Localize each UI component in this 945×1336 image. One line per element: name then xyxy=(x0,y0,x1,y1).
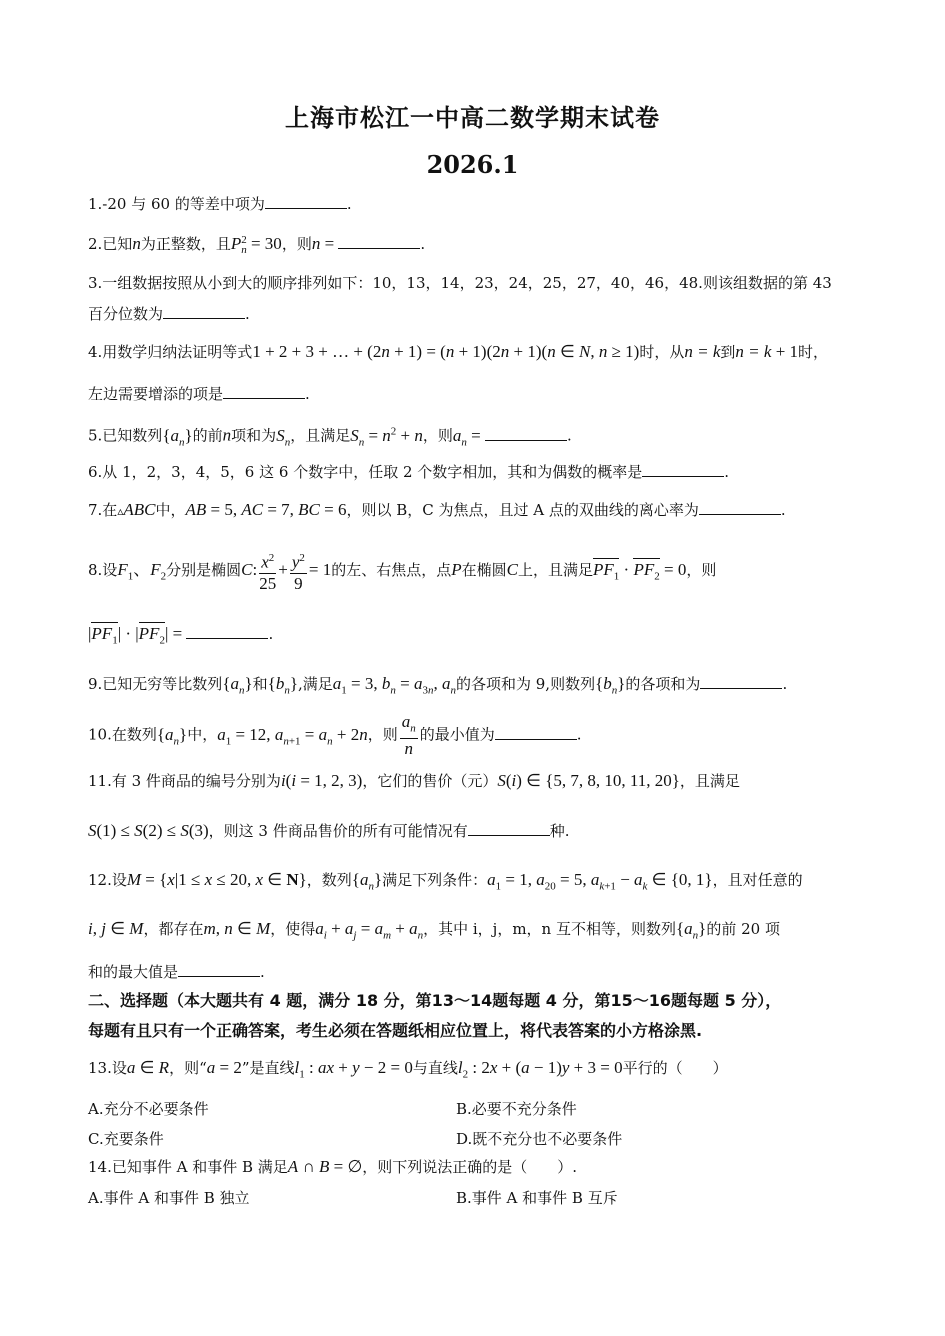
question-text: ，且对任意的 xyxy=(712,871,803,889)
question-text: ，则 xyxy=(686,560,717,579)
answer-blank[interactable] xyxy=(178,960,260,977)
question-text: 百分位数为 xyxy=(88,305,164,323)
question-3-cont: 百分位数为 . xyxy=(88,302,250,325)
question-text: 1.-20 与 60 的等差中项为 xyxy=(88,195,265,213)
question-text: 8.设 xyxy=(88,560,118,579)
option-d[interactable]: D.既不充分也不必要条件 xyxy=(456,1130,623,1148)
question-text: 中， xyxy=(155,501,186,519)
question-text: 5.已知数列 xyxy=(88,426,163,445)
option-a[interactable]: A.事件 A 和事件 B 独立 xyxy=(88,1189,250,1207)
fraction: $\frac{y^2}{9}$ xyxy=(290,548,307,594)
question-text: 时，从 xyxy=(639,343,685,361)
question-text: 的各项和为 9,则数列 xyxy=(455,675,596,693)
question-6: 6.从 1，2，3，4，5，6 这 6 个数字中，任取 2 个数字相加，其和为偶数的概率是 . xyxy=(88,460,729,483)
question-text: ，都存在 xyxy=(143,920,204,938)
question-text: 的最小值为 xyxy=(419,725,495,744)
question-text: 9.已知无穷等比数列 xyxy=(88,675,223,693)
question-9: 9.已知无穷等比数列$\{a_n\}$和$\{b_n\}$,满足$a_1 = 3$, $b_n = a_{3n}$, $a_n$的各项和为 9,则数列$\{b_n\}$的各项和为 . xyxy=(88,674,788,697)
answer-blank[interactable] xyxy=(468,819,550,836)
fraction: $\frac{a_n}{n}$ xyxy=(401,712,416,759)
question-text: ，且满足 xyxy=(679,772,740,790)
exam-date: 2026.1 xyxy=(426,150,519,179)
question-12-cont: i, j ∈ M，都存在m, n ∈ M，使得$a_i + a_j = a_m + a_n$，其中 i，j，m，n 互不相等，则数列$\{a_n\}$的前 20 项 xyxy=(88,919,780,942)
question-text: 项和为 xyxy=(231,426,277,445)
question-text: 7.在 xyxy=(88,501,118,519)
question-text: 上，且满足 xyxy=(517,560,593,579)
question-text: 时， xyxy=(798,343,829,361)
question-11: 11.有 3 件商品的编号分别为i(i = 1, 2, 3)，它们的售价（元）S(i) ∈ {5, 7, 8, 10, 11, 20}，且满足 xyxy=(88,771,740,790)
question-text: ，则这 3 件商品售价的所有可能情况有 xyxy=(208,822,468,840)
question-14: 14.已知事件 A 和事件 B 满足A ∩ B = ∅，则下列说法正确的是（ ）. xyxy=(88,1157,578,1176)
answer-blank[interactable] xyxy=(700,672,782,689)
question-text: ，数列 xyxy=(306,871,352,889)
question-text: ，则 xyxy=(281,235,312,253)
question-1: 1.-20 与 60 的等差中项为 . xyxy=(88,192,352,215)
answer-blank[interactable] xyxy=(495,723,577,740)
answer-blank[interactable] xyxy=(163,302,245,319)
answer-blank[interactable] xyxy=(642,460,724,477)
question-text: ，且满足 xyxy=(290,426,351,445)
question-text: 为正整数，且 xyxy=(140,235,231,253)
question-text: 左边需要增添的项是 xyxy=(88,385,224,403)
question-10: 10.在数列$\{a_n\}$中，$a_1 = 12$, $a_{n+1} = a_n + 2n$，则 $\frac{a_n}{n}$ 的最小值为 . xyxy=(88,712,582,759)
question-text: ，则以 B，C 为焦点，且过 A 点的双曲线的离心率为 xyxy=(346,501,699,519)
question-3 xyxy=(88,272,832,294)
section-2-heading: 二、选择题（本大题共有 4 题，满分 18 分，第13～14题每题 4 分，第15～16题每题 5 分）， xyxy=(88,991,782,1010)
question-text: ，其中 i，j，m，n 互不相等，则数列 xyxy=(423,920,676,938)
question-text: ，使得 xyxy=(270,920,316,938)
question-11-cont: S(1) ≤ S(2) ≤ S(3)，则这 3 件商品售价的所有可能情况有 种. xyxy=(88,821,570,840)
question-text: ，则下列说法正确的是（ ）. xyxy=(362,1158,578,1176)
question-8: 8.设$F_1$、$F_2$分别是椭圆C: $\frac{x^2}{25}$ + $\frac{y^2}{9}$ = 1的左、右焦点，点P在椭圆C上，且满足$PF_1 \cdot PF_2 = 0$，则 xyxy=(88,548,716,594)
question-13: 13.设a ∈ R，则“a = 2”是直线$l_1$ : ax + y − 2 = 0与直线$l_2$ : 2x + (a − 1)y + 3 = 0平行的（ ） xyxy=(88,1058,728,1081)
question-text: 12.设 xyxy=(88,871,127,889)
question-text: ，它们的售价（元） xyxy=(362,772,498,790)
answer-blank[interactable] xyxy=(265,192,347,209)
question-text: 的左、右焦点，点 xyxy=(331,560,452,579)
question-7: 7.在▵ABC中，AB = 5, AC = 7, BC = 6，则以 B，C 为焦点，且过 A 点的双曲线的离心率为 . xyxy=(88,500,786,519)
question-text: 到 xyxy=(720,343,736,361)
question-text: 在椭圆 xyxy=(461,560,507,579)
question-text: 中， xyxy=(187,725,218,744)
question-text: ，则 xyxy=(422,426,453,445)
question-text: 的前 20 项 xyxy=(706,920,780,938)
question-text: 的各项和为 xyxy=(625,675,701,693)
question-text: 6.从 1，2，3，4，5，6 这 6 个数字中，任取 2 个数字相加，其和为偶数的概率是 xyxy=(88,463,643,481)
question-text: 11.有 3 件商品的编号分别为 xyxy=(88,772,281,790)
question-12: 12.设M = {x|1 ≤ x ≤ 20, x ∈ N}，数列$\{a_n\}$满足下列条件：$a_1 = 1$, $a_{20} = 5$, $a_{k+1} - a_k$ ∈ {0, 1}，且对任意的 xyxy=(88,870,803,893)
question-12-cont2: 和的最大值是 . xyxy=(88,960,265,983)
option-c[interactable]: C.充要条件 xyxy=(88,1130,164,1148)
question-text: 10.在数列 xyxy=(88,725,157,744)
answer-blank[interactable] xyxy=(186,622,268,639)
question-text: 13.设 xyxy=(88,1059,127,1077)
question-5: 5.已知数列$\{a_n\}$的前n项和为$S_n$，且满足$S_n = n^2 + n$，则$a_n$ = . xyxy=(88,425,572,449)
question-text: ，则“ xyxy=(169,1059,207,1077)
question-text: 分别是椭圆 xyxy=(166,560,242,579)
question-text: 的前 xyxy=(192,426,223,445)
answer-blank[interactable] xyxy=(338,232,420,249)
question-2: 2.已知n为正整数，且P 2 n = 30，则n = . xyxy=(88,234,426,256)
question-text: ,满足 xyxy=(298,675,333,693)
question-text: 3.一组数据按照从小到大的顺序排列如下：10，13，14，23，24，25，27，40，46，48.则该组数据的第 43 xyxy=(88,274,832,292)
question-text: 种. xyxy=(549,822,570,840)
question-8-cont: $|PF_1| \cdot |PF_2|$ = . xyxy=(88,624,274,647)
answer-blank[interactable] xyxy=(699,498,781,515)
question-text: 满足下列条件： xyxy=(382,871,488,889)
question-text: ，则 xyxy=(367,725,398,744)
fraction: $\frac{x^2}{25}$ xyxy=(259,548,276,594)
answer-blank[interactable] xyxy=(485,424,567,441)
question-text: 2.已知 xyxy=(88,235,133,253)
option-b[interactable]: B.事件 A 和事件 B 互斥 xyxy=(456,1189,618,1207)
question-text: 与直线 xyxy=(412,1059,458,1077)
option-a[interactable]: A.充分不必要条件 xyxy=(88,1100,209,1118)
question-4-cont: 左边需要增添的项是 . xyxy=(88,382,310,405)
exam-title: 上海市松江一中高二数学期末试卷 xyxy=(285,103,660,132)
question-text: ”是直线 xyxy=(241,1059,295,1077)
option-b[interactable]: B.必要不充分条件 xyxy=(456,1100,577,1118)
section-2-instructions: 每题有且只有一个正确答案，考生必须在答题纸相应位置上，将代表答案的小方格涂黑. xyxy=(88,1021,703,1040)
question-text: 4.用数学归纳法证明等式 xyxy=(88,343,253,361)
question-text: 平行的（ ） xyxy=(622,1059,728,1077)
answer-blank[interactable] xyxy=(223,382,305,399)
question-text: 和的最大值是 xyxy=(88,963,179,981)
question-text: 14.已知事件 A 和事件 B 满足 xyxy=(88,1158,288,1176)
question-4: 4.用数学归纳法证明等式1 + 2 + 3 + … + (2n + 1) = (n + 1)(2n + 1)(n ∈ N, n ≥ 1)时，从n = k到n = k + 1时， xyxy=(88,342,829,361)
question-text: 和 xyxy=(252,675,268,693)
